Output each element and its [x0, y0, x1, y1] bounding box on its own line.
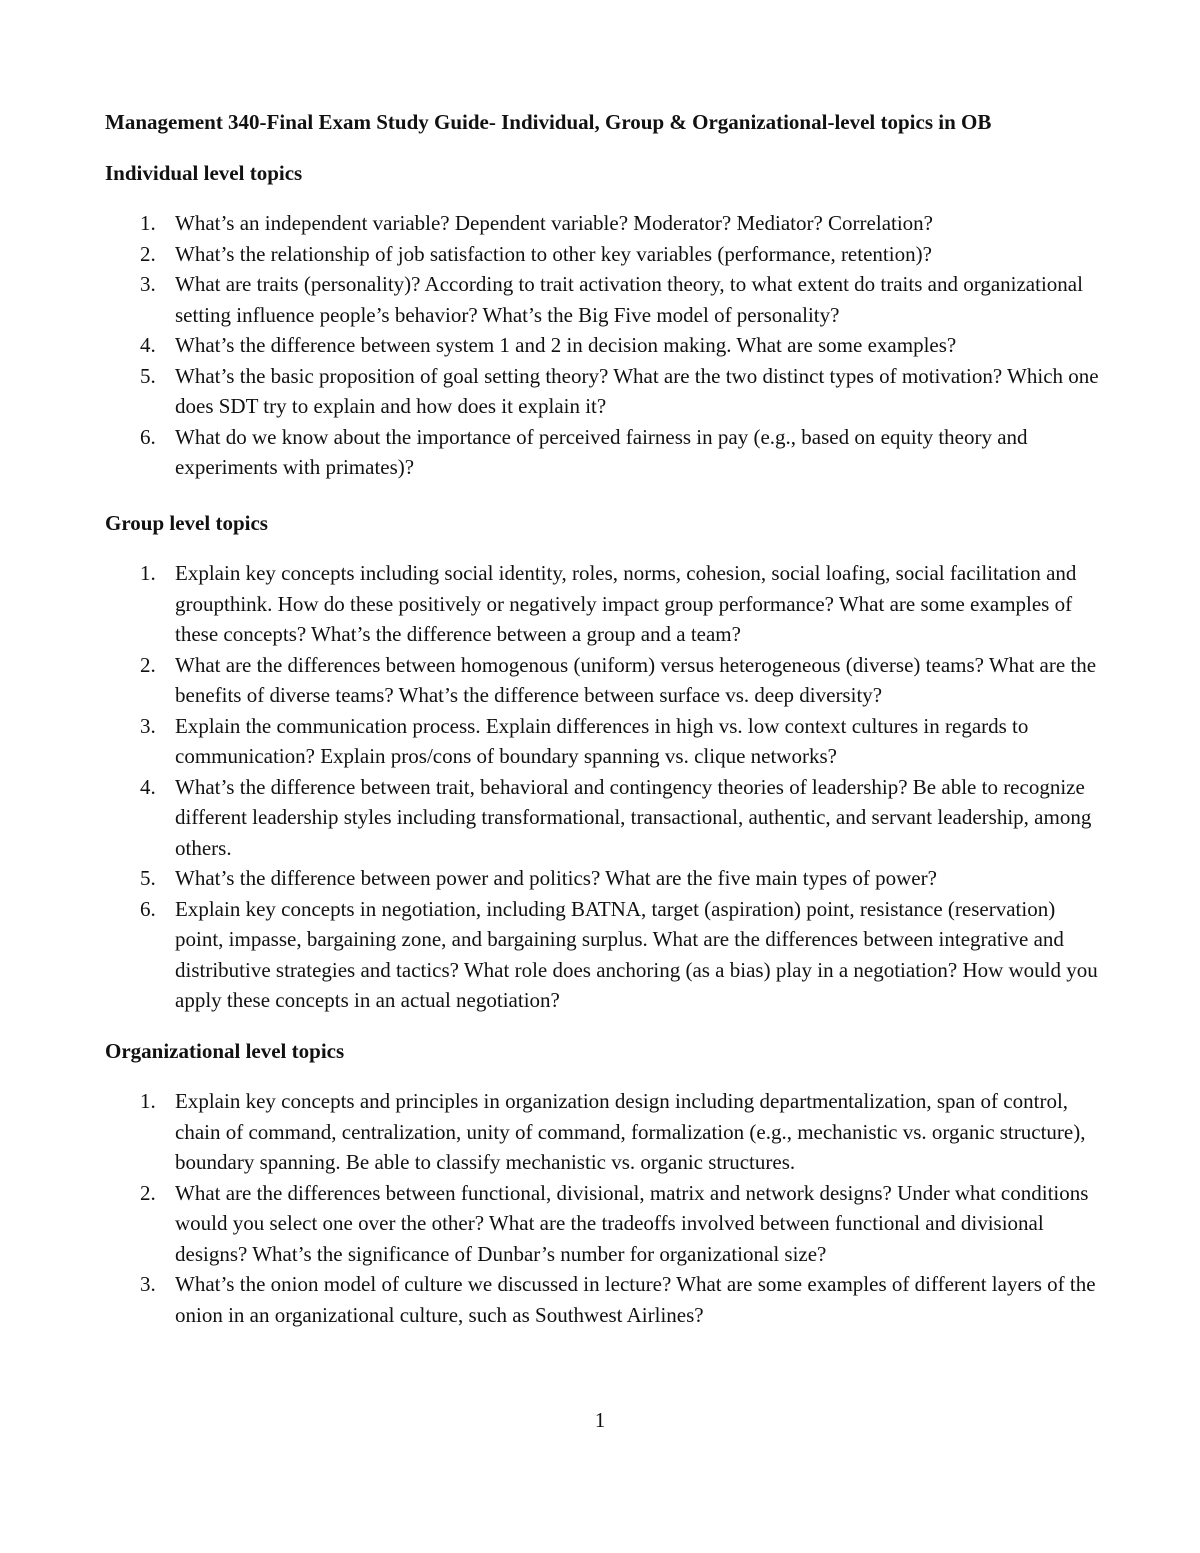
item-number: 2.	[140, 652, 156, 677]
item-text: What do we know about the importance of perceived fairness in pay (e.g., based on equity theory and experiments with primates)?	[175, 424, 1028, 479]
item-number: 1.	[140, 561, 156, 585]
item-number: 3.	[140, 272, 156, 296]
topic-list	[0, 1086, 1200, 1330]
item-text: What are traits (personality)? According to trait activation theory, to what extent do traits and organizational setting influence people’s behavior? What’s the Big Five model of personality?	[175, 272, 1083, 327]
list-item	[0, 361, 1105, 422]
list-item	[0, 558, 1105, 650]
list-item	[0, 422, 1105, 483]
item-number: 2.	[140, 1180, 156, 1205]
section-organizational	[0, 1036, 1200, 1330]
item-number: 6.	[140, 424, 156, 449]
page-number: 1	[594, 1408, 606, 1432]
item-text: What’s the difference between trait, behavioral and contingency theories of leadership? Be able to recognize different leadership styles including transformational, transactional, authentic, and servant leadership, among others.	[175, 774, 1092, 860]
item-number: 3.	[140, 713, 156, 738]
item-number: 5.	[140, 866, 156, 890]
section-heading: Individual level topics	[105, 161, 303, 185]
section-heading: Group level topics	[105, 511, 268, 535]
item-text: What’s the difference between power and politics? What are the five main types of power?	[175, 866, 937, 890]
item-text: What are the differences between homogenous (uniform) versus heterogeneous (diverse) teams? What are the benefits of diverse teams? What’s the difference between surface vs. deep diversity?	[175, 652, 1097, 707]
topic-list	[0, 208, 1200, 483]
list-item	[0, 208, 1105, 239]
item-number: 1.	[140, 211, 156, 235]
section-individual	[0, 158, 1200, 483]
item-number: 1.	[140, 1089, 156, 1113]
item-number: 6.	[140, 896, 156, 921]
item-text: What’s an independent variable? Dependent variable? Moderator? Mediator? Correlation?	[175, 211, 933, 235]
list-item	[0, 863, 1105, 894]
item-number: 2.	[140, 241, 156, 266]
topic-list	[0, 558, 1200, 1016]
list-item	[0, 894, 1105, 1016]
item-number: 3.	[140, 1272, 156, 1296]
list-item	[0, 711, 1105, 772]
list-item	[0, 1086, 1105, 1178]
item-number: 4.	[140, 333, 156, 357]
item-text: What’s the relationship of job satisfaction to other key variables (performance, retention)?	[175, 241, 932, 266]
item-number: 4.	[140, 774, 156, 799]
document-title: Management 340-Final Exam Study Guide- Individual, Group & Organizational-level topics in OB	[105, 110, 992, 134]
item-text: Explain key concepts in negotiation, including BATNA, target (aspiration) point, resistance (reservation) point, impasse, bargaining zone, and bargaining surplus. What are the differences between integrative and distributive strategies and tactics? What role does anchoring (as a bias) play in a negotiation? How would you apply these concepts in an actual negotiation?	[175, 896, 1098, 1012]
list-item	[0, 1178, 1105, 1270]
item-text: Explain key concepts and principles in organization design including departmentalization, span of control, chain of command, centralization, unity of command, formalization (e.g., mechanistic vs. organic structure), boundary spanning. Be able to classify mechanistic vs. organic structures.	[175, 1089, 1086, 1174]
item-text: What’s the difference between system 1 and 2 in decision making. What are some examples?	[175, 333, 957, 357]
list-item	[0, 650, 1105, 711]
list-item	[0, 1269, 1105, 1330]
section-heading: Organizational level topics	[105, 1039, 345, 1063]
item-text: What’s the onion model of culture we discussed in lecture? What are some examples of different layers of the onion in an organizational culture, such as Southwest Airlines?	[175, 1272, 1096, 1327]
list-item	[0, 269, 1105, 330]
item-number: 5.	[140, 363, 156, 388]
list-item	[0, 330, 1105, 361]
item-text: Explain the communication process. Explain differences in high vs. low context cultures in regards to communication? Explain pros/cons of boundary spanning vs. clique networks?	[175, 713, 1029, 768]
item-text: Explain key concepts including social identity, roles, norms, cohesion, social loafing, social facilitation and groupthink. How do these positively or negatively impact group performance? What are some examples of these concepts? What’s the difference between a group and a team?	[175, 561, 1077, 646]
item-text: What are the differences between functional, divisional, matrix and network designs? Under what conditions would you select one over the other? What are the tradeoffs involved between functional and divisional designs? What’s the significance of Dunbar’s number for organizational size?	[175, 1180, 1089, 1266]
list-item	[0, 772, 1105, 864]
item-text: What’s the basic proposition of goal setting theory? What are the two distinct types of motivation? Which one does SDT try to explain and how does it explain it?	[175, 363, 1099, 418]
section-group	[0, 508, 1200, 1016]
list-item	[0, 239, 1105, 270]
